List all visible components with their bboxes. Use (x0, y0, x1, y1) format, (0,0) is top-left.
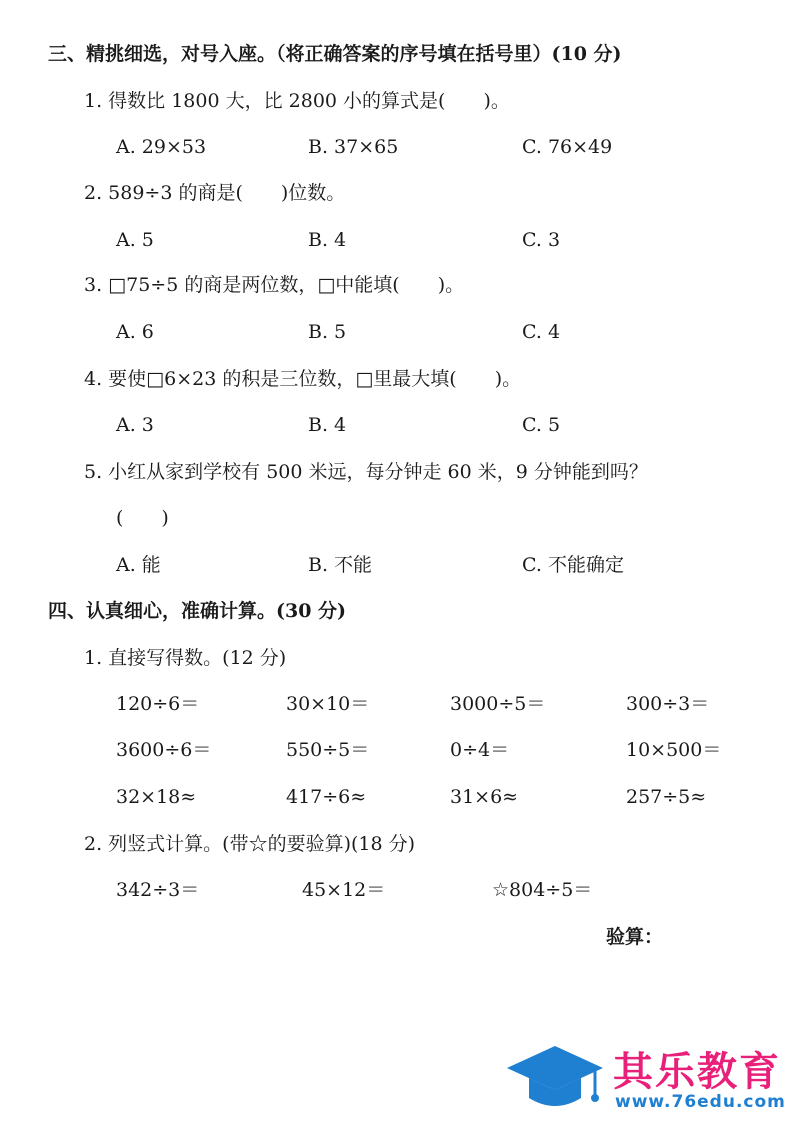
question-4: 4. 要使□6×23 的积是三位数，□里最大填( )。 (84, 368, 522, 390)
calc-r3c1: 32×18≈ (116, 786, 197, 808)
q2-option-c: C. 3 (522, 229, 561, 251)
question-3: 3. □75÷5 的商是两位数，□中能填( )。 (84, 274, 465, 296)
graduation-cap-icon (505, 1040, 605, 1115)
q5-option-b: B. 不能 (308, 554, 373, 576)
brand-logo (505, 1040, 790, 1115)
check-label: 验算： (606, 926, 664, 948)
section-3-title: 三、精挑细选，对号入座。（将正确答案的序号填在括号里）(10 分) (48, 43, 622, 65)
brand-name: 其乐教育 (613, 1049, 781, 1095)
vertical-calc-2: 45×12＝ (302, 879, 386, 901)
calc-r1c4: 300÷3＝ (626, 693, 710, 715)
q3-option-a: A. 6 (116, 321, 154, 343)
q4-option-a: A. 3 (116, 414, 154, 436)
question-5-blank: ( ) (116, 507, 169, 529)
q2-option-b: B. 4 (308, 229, 347, 251)
calc-r2c3: 0÷4＝ (450, 739, 510, 761)
calc-r1c3: 3000÷5＝ (450, 693, 546, 715)
question-1: 1. 得数比 1800 大，比 2800 小的算式是( )。 (84, 90, 510, 112)
q5-option-a: A. 能 (116, 554, 161, 576)
calc-r3c3: 31×6≈ (450, 786, 519, 808)
q3-option-c: C. 4 (522, 321, 561, 343)
brand-url: www.76edu.com (615, 1092, 786, 1112)
question-5: 5. 小红从家到学校有 500 米远，每分钟走 60 米，9 分钟能到吗？ (84, 461, 648, 483)
vertical-calc-1: 342÷3＝ (116, 879, 200, 901)
calc-r3c2: 417÷6≈ (286, 786, 367, 808)
q2-option-a: A. 5 (116, 229, 154, 251)
calc-r2c4: 10×500＝ (626, 739, 722, 761)
calc-r2c2: 550÷5＝ (286, 739, 370, 761)
q3-option-b: B. 5 (308, 321, 347, 343)
calc-r2c1: 3600÷6＝ (116, 739, 212, 761)
calc-r3c4: 257÷5≈ (626, 786, 707, 808)
q1-option-b: B. 37×65 (308, 136, 399, 158)
question-2: 2. 589÷3 的商是( )位数。 (84, 182, 346, 204)
q5-option-c: C. 不能确定 (522, 554, 624, 576)
q4-option-c: C. 5 (522, 414, 561, 436)
q4-option-b: B. 4 (308, 414, 347, 436)
vertical-calc-3: ☆804÷5＝ (492, 879, 593, 901)
calc-r1c2: 30×10＝ (286, 693, 370, 715)
part-1-title: 1. 直接写得数。(12 分) (84, 647, 287, 669)
q1-option-c: C. 76×49 (522, 136, 613, 158)
q1-option-a: A. 29×53 (116, 136, 207, 158)
calc-r1c1: 120÷6＝ (116, 693, 200, 715)
part-2-title: 2. 列竖式计算。(带☆的要验算)(18 分) (84, 833, 416, 855)
section-4-title: 四、认真细心，准确计算。(30 分) (48, 600, 347, 622)
